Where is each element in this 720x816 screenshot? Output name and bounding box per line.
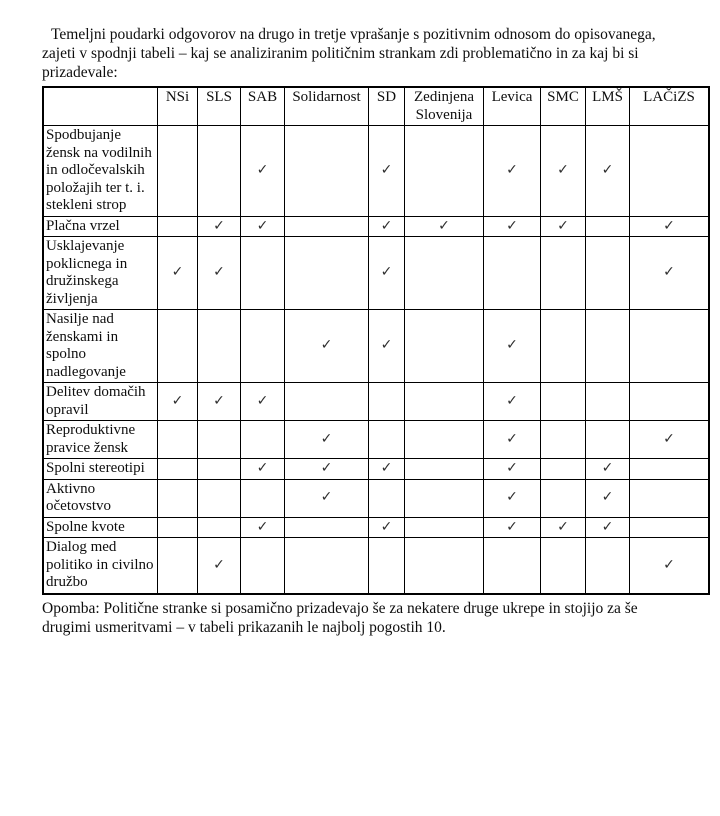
check-cell-empty <box>369 421 405 459</box>
row-label: Aktivno očetovstvo <box>43 479 158 517</box>
checkmark-icon: ✓ <box>506 518 518 535</box>
check-cell-checked <box>369 237 405 310</box>
row-label: Delitev domačih opravil <box>43 383 158 421</box>
check-cell-empty <box>285 126 369 217</box>
check-cell-checked <box>241 216 285 237</box>
corner-cell <box>43 87 158 126</box>
check-cell-checked <box>369 310 405 383</box>
check-cell-checked <box>541 517 586 538</box>
check-cell-checked <box>586 126 630 217</box>
checkmark-icon: ✓ <box>256 392 269 409</box>
check-cell-empty <box>285 538 369 594</box>
checkmark-icon: ✓ <box>557 217 569 234</box>
check-cell-empty <box>541 479 586 517</box>
check-cell-checked <box>484 383 541 421</box>
check-cell-empty <box>586 216 630 237</box>
check-cell-checked <box>285 310 369 383</box>
column-header-nsi: NSi <box>158 87 198 126</box>
checkmark-icon: ✓ <box>380 518 393 535</box>
column-header-sab: SAB <box>241 87 285 126</box>
check-cell-empty <box>541 459 586 480</box>
checkmark-icon: ✓ <box>171 392 184 409</box>
row-label: Spolne kvote <box>43 517 158 538</box>
checkmark-icon: ✓ <box>506 430 518 447</box>
check-cell-checked <box>484 517 541 538</box>
check-cell-empty <box>630 310 710 383</box>
column-header-levica: Levica <box>484 87 541 126</box>
check-cell-empty <box>158 538 198 594</box>
check-cell-empty <box>198 479 241 517</box>
check-cell-empty <box>586 538 630 594</box>
checkmark-icon: ✓ <box>506 392 518 409</box>
check-cell-checked <box>484 459 541 480</box>
check-cell-checked <box>484 216 541 237</box>
check-cell-checked <box>630 421 710 459</box>
check-cell-checked <box>285 479 369 517</box>
checkmark-icon: ✓ <box>663 430 675 447</box>
check-cell-checked <box>198 237 241 310</box>
checkmark-icon: ✓ <box>601 489 614 506</box>
checkmark-icon: ✓ <box>506 460 518 476</box>
check-cell-empty <box>198 459 241 480</box>
check-cell-checked <box>158 237 198 310</box>
checkmark-icon: ✓ <box>213 392 225 409</box>
table-row <box>43 126 709 217</box>
checkmark-icon: ✓ <box>380 162 393 178</box>
check-cell-checked <box>586 517 630 538</box>
check-cell-empty <box>630 479 710 517</box>
table-body <box>43 126 709 594</box>
check-cell-checked <box>586 479 630 517</box>
check-cell-empty <box>241 421 285 459</box>
checkmark-icon: ✓ <box>320 489 333 506</box>
check-cell-checked <box>541 216 586 237</box>
checkmark-icon: ✓ <box>506 162 518 178</box>
check-cell-checked <box>241 517 285 538</box>
check-cell-checked <box>484 310 541 383</box>
check-cell-empty <box>158 421 198 459</box>
checkmark-icon: ✓ <box>506 217 518 234</box>
row-label: Reproduktivne pravice žensk <box>43 421 158 459</box>
check-cell-empty <box>198 126 241 217</box>
check-cell-checked <box>630 538 710 594</box>
check-cell-empty <box>241 479 285 517</box>
checkmark-icon: ✓ <box>320 337 333 354</box>
check-cell-checked <box>198 383 241 421</box>
check-cell-empty <box>405 383 484 421</box>
check-cell-empty <box>158 517 198 538</box>
check-cell-empty <box>198 310 241 383</box>
check-cell-checked <box>198 538 241 594</box>
checkmark-icon: ✓ <box>256 460 269 476</box>
checkmark-icon: ✓ <box>320 460 333 476</box>
intro-paragraph: Temeljni poudarki odgovorov na drugo in tretje vprašanje s pozitivnim odnosom do opisovanega, zajeti v spodnji tabeli – kaj se analiziranim političnim strankam zdi problematično in za kaj bi si prizadevale: <box>42 26 656 81</box>
table-row <box>43 310 709 383</box>
check-cell-empty <box>541 421 586 459</box>
checkmark-icon: ✓ <box>663 556 675 573</box>
check-cell-empty <box>369 479 405 517</box>
column-header-smc: SMC <box>541 87 586 126</box>
check-cell-checked <box>630 216 710 237</box>
check-cell-checked <box>241 126 285 217</box>
check-cell-empty <box>586 310 630 383</box>
check-cell-empty <box>586 237 630 310</box>
check-cell-checked <box>405 216 484 237</box>
check-cell-empty <box>369 538 405 594</box>
check-cell-empty <box>405 459 484 480</box>
check-cell-checked <box>369 459 405 480</box>
column-header-solidarnost: Solidarnost <box>285 87 369 126</box>
check-cell-empty <box>586 383 630 421</box>
check-cell-empty <box>285 517 369 538</box>
checkmark-icon: ✓ <box>256 217 269 234</box>
checkmark-icon: ✓ <box>171 264 184 281</box>
table-row <box>43 216 709 237</box>
column-header-lačizs: LAČiZS <box>630 87 710 126</box>
check-cell-checked <box>241 383 285 421</box>
check-cell-checked <box>198 216 241 237</box>
check-cell-checked <box>484 421 541 459</box>
check-cell-empty <box>405 310 484 383</box>
check-cell-empty <box>586 421 630 459</box>
checkmark-icon: ✓ <box>213 264 225 281</box>
check-cell-empty <box>405 479 484 517</box>
check-cell-empty <box>405 421 484 459</box>
check-cell-empty <box>241 538 285 594</box>
check-cell-checked <box>285 459 369 480</box>
check-cell-empty <box>158 310 198 383</box>
check-cell-empty <box>541 383 586 421</box>
check-cell-empty <box>405 126 484 217</box>
checkmark-icon: ✓ <box>601 460 614 476</box>
party-issues-table <box>42 86 710 595</box>
checkmark-icon: ✓ <box>320 430 333 447</box>
checkmark-icon: ✓ <box>380 460 393 476</box>
check-cell-checked <box>241 459 285 480</box>
check-cell-empty <box>405 538 484 594</box>
check-cell-empty <box>630 126 710 217</box>
row-label: Plačna vrzel <box>43 216 158 237</box>
check-cell-empty <box>630 517 710 538</box>
check-cell-empty <box>630 383 710 421</box>
check-cell-empty <box>285 237 369 310</box>
column-header-zedinjena-slovenija: Zedinjena Slovenija <box>405 87 484 126</box>
table-row <box>43 383 709 421</box>
check-cell-empty <box>198 517 241 538</box>
checkmark-icon: ✓ <box>601 518 614 535</box>
checkmark-icon: ✓ <box>557 162 569 178</box>
checkmark-icon: ✓ <box>213 556 225 573</box>
checkmark-icon: ✓ <box>380 337 393 354</box>
check-cell-empty <box>285 216 369 237</box>
check-cell-checked <box>158 383 198 421</box>
column-header-sd: SD <box>369 87 405 126</box>
check-cell-empty <box>241 237 285 310</box>
check-cell-empty <box>541 310 586 383</box>
check-cell-checked <box>484 479 541 517</box>
check-cell-empty <box>158 126 198 217</box>
check-cell-empty <box>541 237 586 310</box>
table-row <box>43 459 709 480</box>
check-cell-empty <box>484 538 541 594</box>
checkmark-icon: ✓ <box>506 337 518 354</box>
check-cell-empty <box>541 538 586 594</box>
check-cell-checked <box>285 421 369 459</box>
check-cell-checked <box>586 459 630 480</box>
table-row <box>43 421 709 459</box>
check-cell-empty <box>405 517 484 538</box>
header-row <box>43 87 709 126</box>
check-cell-checked <box>369 126 405 217</box>
checkmark-icon: ✓ <box>256 162 269 178</box>
check-cell-empty <box>158 479 198 517</box>
table-row <box>43 479 709 517</box>
check-cell-empty <box>158 459 198 480</box>
row-label: Dialog med politiko in civilno družbo <box>43 538 158 594</box>
row-label: Spodbujanje žensk na vodilnih in odločevalskih položajih ter t. i. stekleni strop <box>43 126 158 217</box>
check-cell-empty <box>484 237 541 310</box>
row-label: Nasilje nad ženskami in spolno nadlegovanje <box>43 310 158 383</box>
table-row <box>43 517 709 538</box>
check-cell-checked <box>369 216 405 237</box>
checkmark-icon: ✓ <box>380 264 393 281</box>
column-header-sls: SLS <box>198 87 241 126</box>
table-row <box>43 237 709 310</box>
check-cell-empty <box>158 216 198 237</box>
table-head <box>43 87 709 126</box>
check-cell-empty <box>405 237 484 310</box>
check-cell-checked <box>484 126 541 217</box>
check-cell-empty <box>369 383 405 421</box>
check-cell-checked <box>369 517 405 538</box>
checkmark-icon: ✓ <box>213 217 225 234</box>
check-cell-empty <box>285 383 369 421</box>
checkmark-icon: ✓ <box>663 264 675 281</box>
checkmark-icon: ✓ <box>380 217 393 234</box>
checkmark-icon: ✓ <box>601 162 614 178</box>
note-paragraph: Opomba: Politične stranke si posamično prizadevajo še za nekatere druge ukrepe in stojijo za še drugimi usmeritvami – v tabeli prikazanih le najbolj pogostih 10. <box>42 599 638 636</box>
column-header-lmš: LMŠ <box>586 87 630 126</box>
check-cell-checked <box>541 126 586 217</box>
check-cell-empty <box>198 421 241 459</box>
row-label: Spolni stereotipi <box>43 459 158 480</box>
check-cell-empty <box>241 310 285 383</box>
check-cell-empty <box>630 459 710 480</box>
checkmark-icon: ✓ <box>506 489 518 506</box>
check-cell-checked <box>630 237 710 310</box>
table-row <box>43 538 709 594</box>
checkmark-icon: ✓ <box>663 217 675 234</box>
checkmark-icon: ✓ <box>557 518 569 535</box>
row-label: Usklajevanje poklicnega in družinskega življenja <box>43 237 158 310</box>
checkmark-icon: ✓ <box>438 217 450 234</box>
checkmark-icon: ✓ <box>256 518 269 535</box>
